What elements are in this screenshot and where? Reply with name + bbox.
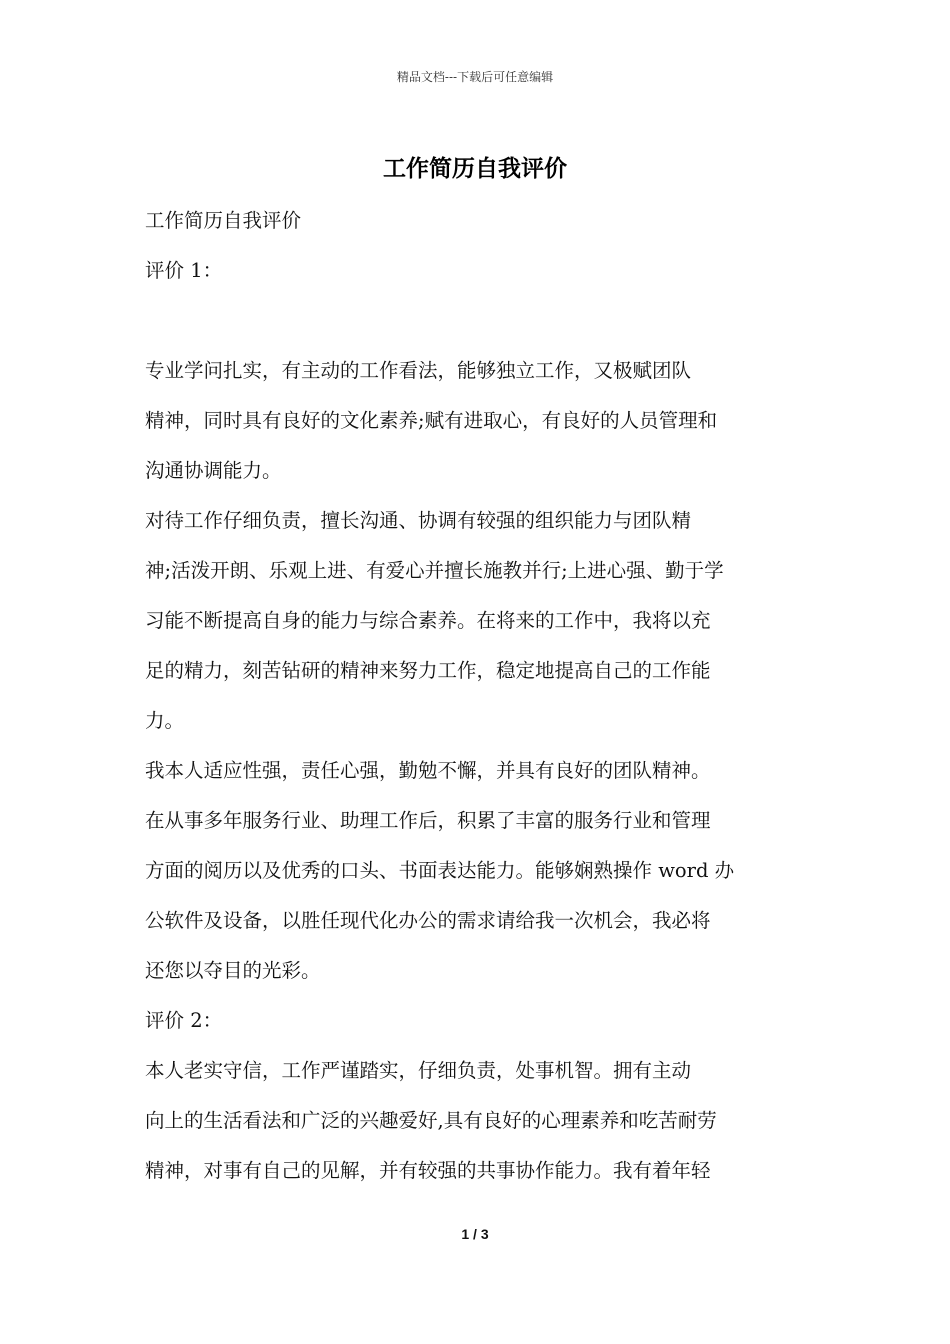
body-line: 精神，同时具有良好的文化素养;赋有进取心，有良好的人员管理和: [145, 409, 718, 432]
document-title: 工作简历自我评价: [383, 155, 567, 182]
document-body: [145, 196, 815, 1196]
body-line: 力。: [145, 709, 185, 732]
body-line: 公软件及设备，以胜任现代化办公的需求请给我一次机会，我必将: [145, 909, 711, 932]
body-line: 对待工作仔细负责，擅长沟通、协调有较强的组织能力与团队精: [145, 509, 692, 532]
body-line: 精神，对事有自己的见解，并有较强的共事协作能力。我有着年轻: [145, 1159, 711, 1182]
body-line: 在从事多年服务行业、助理工作后，积累了丰富的服务行业和管理: [145, 809, 711, 832]
body-line: [145, 296, 815, 346]
body-line: 方面的阅历以及优秀的口头、书面表达能力。能够娴熟操作 word 办: [145, 859, 735, 882]
body-line: 习能不断提高自身的能力与综合素养。在将来的工作中，我将以充: [145, 609, 711, 632]
body-line: 评价 2：: [145, 1009, 223, 1032]
header-note: 精品文档---下载后可任意编辑: [396, 70, 554, 84]
body-line: 神;活泼开朗、乐观上进、有爱心并擅长施教并行;上进心强、勤于学: [145, 559, 724, 582]
body-line: 我本人适应性强，责任心强，勤勉不懈，并具有良好的团队精神。: [145, 759, 711, 782]
body-line: 评价 1：: [145, 259, 223, 282]
body-line: 足的精力，刻苦钻研的精神来努力工作，稳定地提高自己的工作能: [145, 659, 711, 682]
body-line: 还您以夺目的光彩。: [145, 959, 321, 982]
body-line: 沟通协调能力。: [145, 459, 282, 482]
body-line: 工作简历自我评价: [145, 209, 302, 232]
body-line: 向上的生活看法和广泛的兴趣爱好,具有良好的心理素养和吃苦耐劳: [145, 1109, 717, 1132]
body-line: 专业学问扎实，有主动的工作看法，能够独立工作，又极赋团队: [145, 359, 692, 382]
page-number: 1 / 3: [461, 1226, 489, 1242]
body-line: 本人老实守信，工作严谨踏实，仔细负责，处事机智。拥有主动: [145, 1059, 692, 1082]
